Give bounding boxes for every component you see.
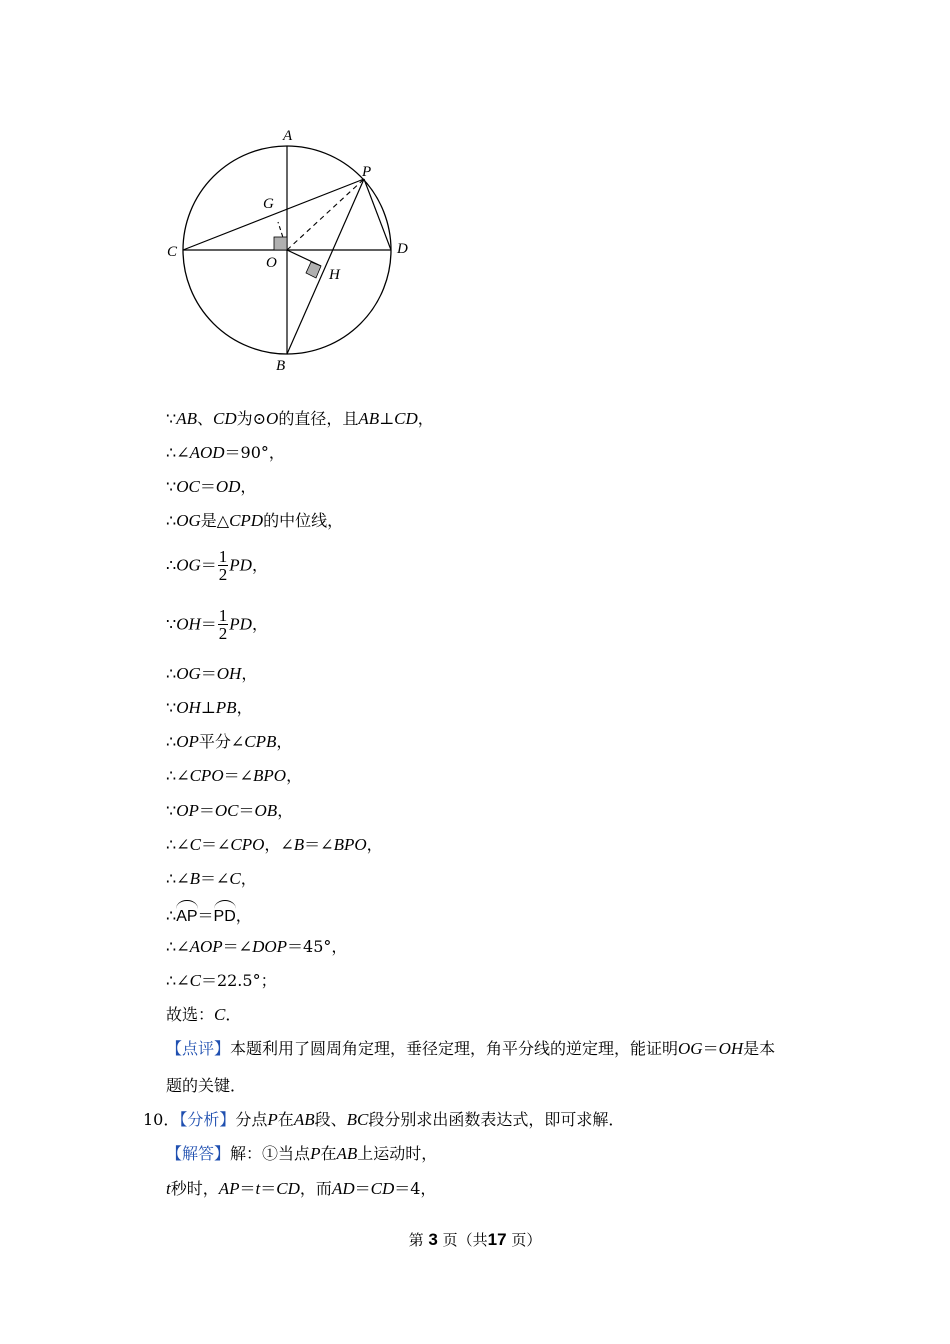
solution-line-13: ∴∠B＝∠C， (166, 869, 257, 888)
solution-line-14: ∴AP＝PD， (166, 902, 252, 928)
q10-line-3: t秒时，AP＝t＝CD，而AD＝CD＝4， (166, 1179, 437, 1198)
fraction-half: $\frac{1}{2}$ (218, 547, 228, 584)
solution-line-3: ∵OC＝OD， (166, 477, 257, 496)
analysis-tag: 【分析】 (179, 1110, 236, 1129)
circle-figure (160, 120, 420, 380)
comment-tag: 【点评】 (166, 1039, 231, 1058)
page-total: 17 (487, 1230, 507, 1249)
label-p: P (362, 164, 372, 180)
solution-line-10: ∴∠CPO＝∠BPO， (166, 766, 303, 785)
label-g: G (263, 196, 274, 212)
label-c: C (167, 244, 178, 260)
page-number: 3 (428, 1230, 438, 1249)
solution-line-7: ∴OG＝OH， (166, 664, 258, 683)
fraction-half: $\frac{1}{2}$ (218, 606, 228, 643)
segment-pd (364, 179, 391, 250)
right-angle-o (274, 237, 287, 250)
circled-one: ① (262, 1144, 279, 1163)
solution-line-8: ∵OH⊥PB， (166, 698, 253, 717)
arc-pd: PD (214, 902, 236, 928)
label-h: H (329, 267, 340, 283)
solution-line-17: 故选：C． (166, 1005, 242, 1024)
page-footer: 第 3 页（共17 页） (408, 1230, 542, 1249)
label-b: B (276, 358, 286, 374)
solution-line-15: ∴∠AOP＝∠DOP＝45°， (166, 937, 348, 956)
q10-answer-line: 【解答】解：①当点P在AB上运动时， (166, 1144, 438, 1163)
solution-line-9: ∴OP平分∠CPB， (166, 732, 293, 751)
answer-tag: 【解答】 (166, 1144, 231, 1163)
label-d: D (397, 241, 408, 257)
label-a: A (283, 128, 293, 144)
question-number: 10． (143, 1110, 180, 1129)
dashed-op (287, 179, 364, 250)
solution-line-16: ∴∠C＝22.5°； (166, 971, 277, 990)
arc-ap: AP (176, 902, 197, 928)
solution-line-5: ∴OG＝ $\frac{1}{2}$ PD， (166, 547, 268, 584)
solution-line-4: ∴OG是△CPD的中位线， (166, 511, 344, 530)
q10-analysis-line: 10．【分析】分点P在AB段、BC段分别求出函数表达式，即可求解． (143, 1110, 625, 1129)
solution-line-12: ∴∠C＝∠CPO，∠B＝∠BPO， (166, 835, 383, 854)
comment-line-1: 【点评】本题利用了圆周角定理，垂径定理，角平分线的逆定理，能证明OG＝OH是本 (166, 1039, 776, 1058)
solution-line-6: ∵OH＝ $\frac{1}{2}$ PD， (166, 606, 268, 643)
solution-line-2: ∴∠AOD＝90°， (166, 443, 285, 462)
comment-line-2: 题的关键． (166, 1076, 247, 1095)
solution-line-1: ∵AB、CD为⊙O的直径，且AB⊥CD， (166, 409, 434, 428)
label-o: O (266, 255, 277, 271)
solution-line-11: ∵OP＝OC＝OB， (166, 801, 294, 820)
